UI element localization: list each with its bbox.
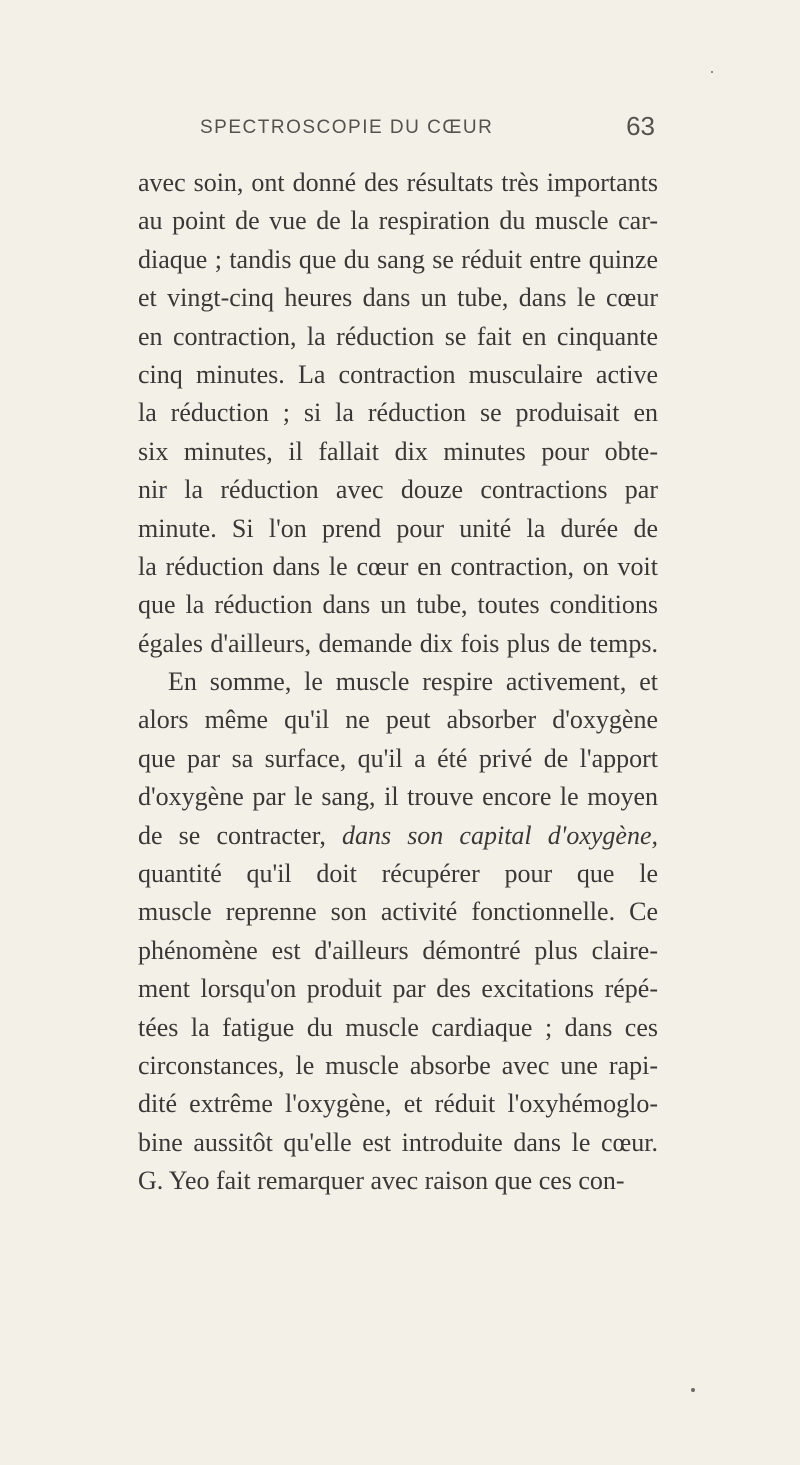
text-line: la réduction ; si la réduction se produisait en xyxy=(138,398,658,428)
text-line: bine aussitôt qu'elle est introduite dans le cœur. xyxy=(138,1127,658,1157)
text-line-with-italic xyxy=(138,817,658,855)
text-segment: de se contracter, xyxy=(138,820,326,850)
ink-speck xyxy=(711,71,713,73)
text-line: que la réduction dans un tube, toutes conditions xyxy=(138,590,658,620)
ink-speck xyxy=(691,1388,695,1392)
running-head: SPECTROSCOPIE DU CŒUR xyxy=(200,117,494,138)
text-line: quantité qu'il doit récupérer pour que le xyxy=(138,859,658,889)
text-line: en contraction, la réduction se fait en cinquante xyxy=(138,321,658,351)
italic-phrase: dans son capital d'oxygène, xyxy=(341,820,658,850)
text-line: alors même qu'il ne peut absorber d'oxygène xyxy=(138,705,658,735)
text-line: que par sa surface, qu'il a été privé de l'apport xyxy=(138,743,658,773)
page-number: 63 xyxy=(626,111,655,141)
text-line: cinq minutes. La contraction musculaire active xyxy=(138,359,658,389)
text-line: tées la fatigue du muscle cardiaque ; dans ces xyxy=(138,1012,658,1042)
body-text xyxy=(138,164,658,1201)
text-line: minute. Si l'on prend pour unité la durée de xyxy=(138,513,658,543)
text-line: six minutes, il fallait dix minutes pour obte- xyxy=(138,436,658,466)
page-header xyxy=(200,105,655,145)
text-line: la réduction dans le cœur en contraction, on voit xyxy=(138,551,658,581)
text-line: au point de vue de la respiration du muscle car- xyxy=(138,206,658,236)
text-line: égales d'ailleurs, demande dix fois plus de temps. xyxy=(138,628,658,658)
text-line: d'oxygène par le sang, il trouve encore le moyen xyxy=(138,782,658,812)
text-line: muscle reprenne son activité fonctionnelle. Ce xyxy=(138,897,658,927)
text-line: phénomène est d'ailleurs démontré plus claire- xyxy=(138,935,658,965)
text-line: En somme, le muscle respire activement, et xyxy=(168,667,658,697)
text-line: et vingt-cinq heures dans un tube, dans le cœur xyxy=(138,283,658,313)
text-line: circonstances, le muscle absorbe avec une rapi- xyxy=(138,1050,658,1080)
text-line: dité extrême l'oxygène, et réduit l'oxyhémoglo- xyxy=(138,1089,658,1119)
text-line: avec soin, ont donné des résultats très importants xyxy=(138,168,658,197)
text-line: diaque ; tandis que du sang se réduit entre quinze xyxy=(138,244,658,274)
text-line: G. Yeo fait remarquer avec raison que ces con- xyxy=(138,1166,625,1196)
text-line: ment lorsqu'on produit par des excitations répé- xyxy=(138,974,658,1004)
text-line: nir la réduction avec douze contractions par xyxy=(138,475,658,505)
